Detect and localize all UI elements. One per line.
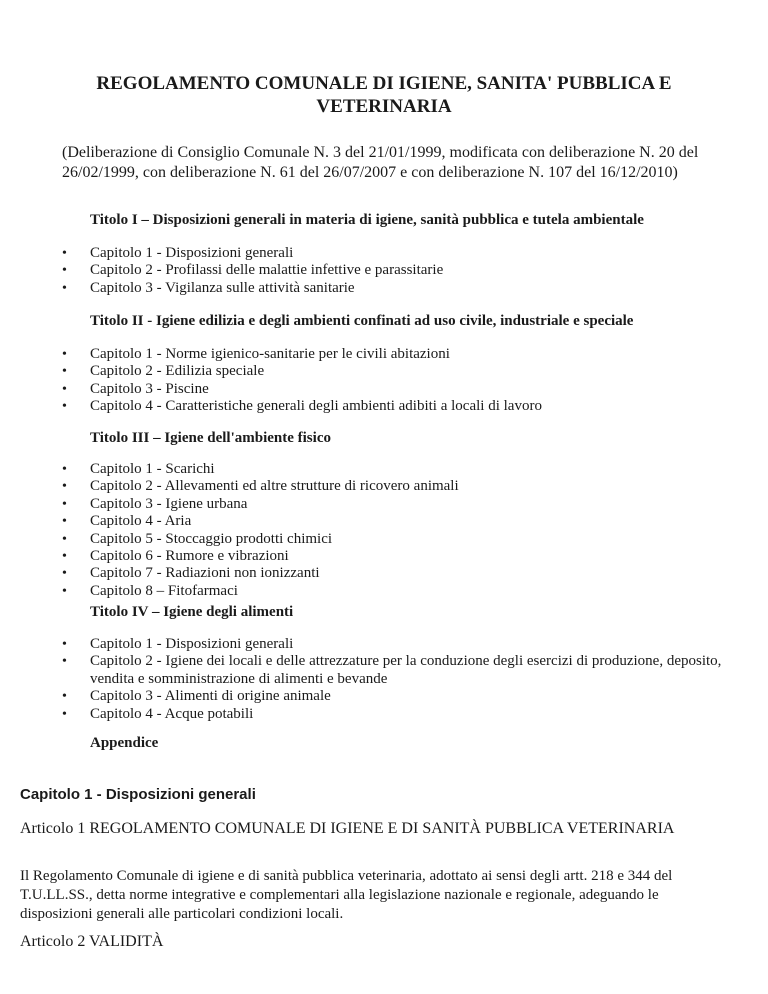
list-item: • Capitolo 1 - Scarichi [62,461,722,478]
list-item: • Capitolo 5 - Stoccaggio prodotti chimici [62,531,722,548]
list-item: • Capitolo 4 - Acque potabili [62,706,722,723]
list-item: • Capitolo 2 - Allevamenti ed altre strutture di ricovero animali [62,478,722,495]
list-item: • Capitolo 1 - Disposizioni generali [62,245,722,262]
document-title: REGOLAMENTO COMUNALE DI IGIENE, SANITA' PUBBLICA E VETERINARIA [96,73,672,117]
list-item: • Capitolo 3 - Igiene urbana [62,496,722,513]
list-item: • Capitolo 6 - Rumore e vibrazioni [62,548,722,565]
titolo-4-chapter-list [62,636,722,723]
list-item: • Capitolo 1 - Norme igienico-sanitarie per le civili abitazioni [62,346,722,363]
titolo-2-heading: Titolo II - Igiene edilizia e degli ambienti confinati ad uso civile, industriale e speciale [90,313,634,329]
list-item: • Capitolo 8 – Fitofarmaci [62,583,722,600]
appendice-heading: Appendice [90,735,159,751]
article-1-title: Articolo 1 REGOLAMENTO COMUNALE DI IGIENE E DI SANITÀ PUBBLICA VETERINARIA [20,820,675,837]
article-1-text: Il Regolamento Comunale di igiene e di sanità pubblica veterinaria, adottato ai sensi degli artt. 218 e 344 del T.U.LL.SS., detta norme integrative e complementari alla legislazione nazionale e regionale, adeguando le disposizioni generali alle particolari condizioni locali. [20,868,673,922]
titolo-3-chapter-list [62,461,722,600]
list-item: • Capitolo 4 - Caratteristiche generali degli ambienti adibiti a locali di lavoro [62,398,722,415]
titolo-1-heading: Titolo I – Disposizioni generali in materia di igiene, sanità pubblica e tutela ambientale [90,212,644,228]
titolo-1-chapter-list [62,245,722,297]
list-item: • Capitolo 2 - Igiene dei locali e delle attrezzature per la conduzione degli esercizi di produzione, deposito, vendita e somministrazione di alimenti e bevande [62,653,722,688]
list-item: • Capitolo 7 - Radiazioni non ionizzanti [62,565,722,582]
list-item: • Capitolo 3 - Vigilanza sulle attività sanitarie [62,280,722,297]
list-item: • Capitolo 3 - Piscine [62,381,722,398]
list-item: • Capitolo 2 - Profilassi delle malattie infettive e parassitarie [62,262,722,279]
titolo-2-chapter-list [62,346,722,416]
list-item: • Capitolo 1 - Disposizioni generali [62,636,722,653]
titolo-4-heading: Titolo IV – Igiene degli alimenti [90,604,294,620]
deliberation-note: (Deliberazione di Consiglio Comunale N. 3 del 21/01/1999, modificata con deliberazione N. 20 del 26/02/1999, con deliberazione N. 61 del 26/07/2007 e con deliberazione N. 107 del 16/12/2010) [62,144,699,181]
list-item: • Capitolo 4 - Aria [62,513,722,530]
section-heading: Capitolo 1 - Disposizioni generali [20,786,256,803]
list-item: • Capitolo 2 - Edilizia speciale [62,363,722,380]
list-item: • Capitolo 3 - Alimenti di origine animale [62,688,722,705]
titolo-3-heading: Titolo III – Igiene dell'ambiente fisico [90,430,331,446]
article-2-title: Articolo 2 VALIDITÀ [20,933,164,950]
